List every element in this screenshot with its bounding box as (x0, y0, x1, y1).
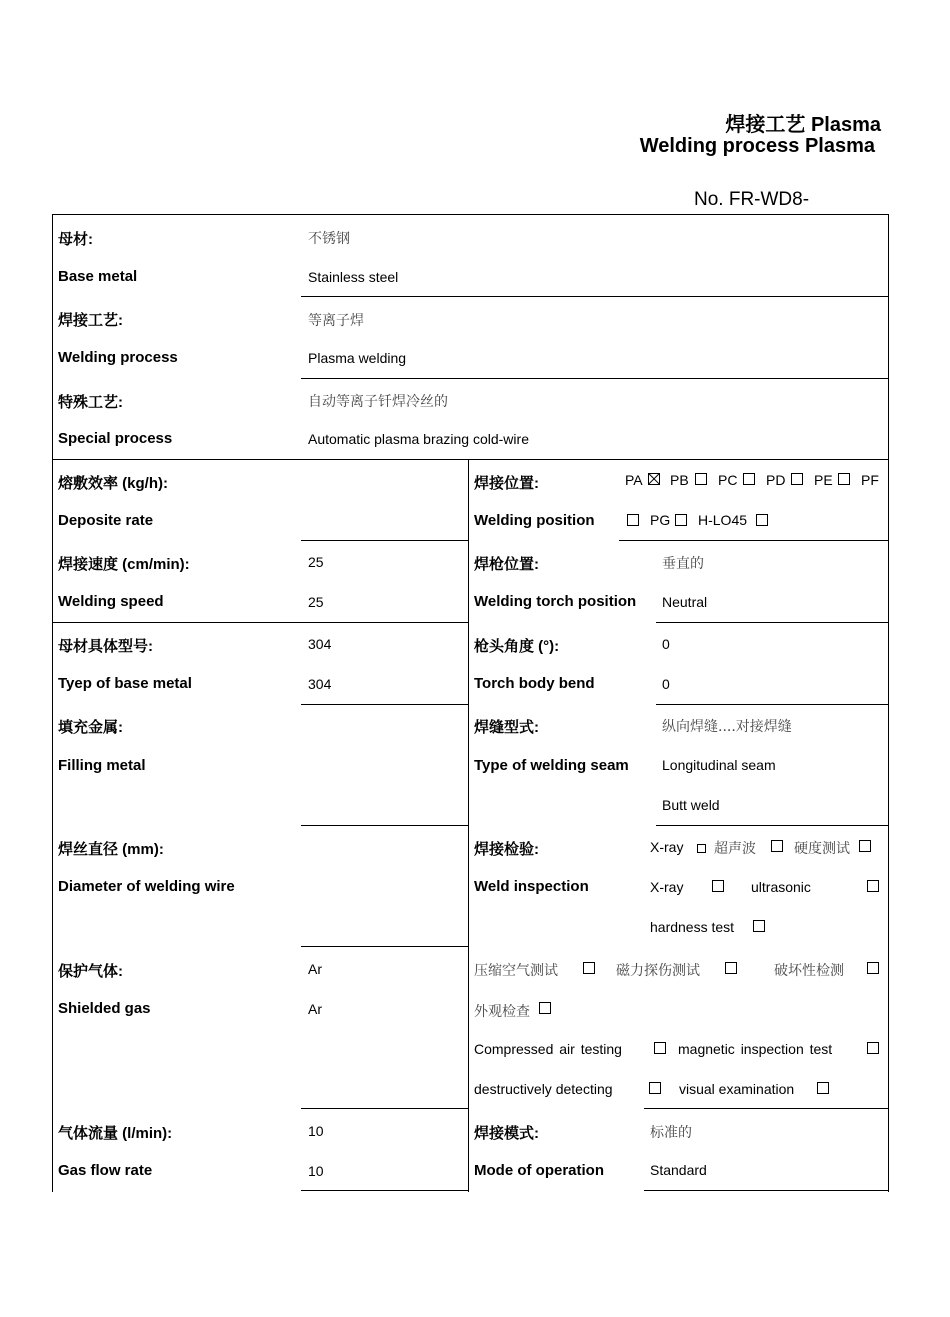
operation-mode-value-cn: 标准的 (650, 1125, 692, 1141)
position-option-pf: PF (861, 472, 879, 488)
seam-type-value-cn: 纵向焊缝....对接焊缝 (662, 719, 792, 735)
deposite-rate-label-cn: 熔敷效率 (kg/h): (58, 475, 168, 492)
inspection-xray-checkbox[interactable] (697, 844, 706, 853)
inspection-ultrasonic-cn-checkbox[interactable] (771, 840, 783, 852)
inspection-air-cn-checkbox[interactable] (583, 962, 595, 974)
inspection-air-cn-label: 压缩空气测试 (474, 963, 558, 979)
welding-process-label-cn: 焊接工艺: (58, 312, 123, 329)
position-option-h-lo45: H-LO45 (698, 512, 748, 528)
special-process-label-cn: 特殊工艺: (58, 394, 123, 411)
shielded-gas-value-1: Ar (308, 961, 322, 977)
weld-inspection-label-en: Weld inspection (474, 878, 589, 895)
welding-process-label-en: Welding process (58, 349, 178, 366)
inspection-visual-cn-checkbox[interactable] (539, 1002, 551, 1014)
operation-mode-label-en: Mode of operation (474, 1162, 604, 1179)
torch-position-label-cn: 焊枪位置: (474, 556, 539, 573)
base-metal-type-label-en: Tyep of base metal (58, 675, 192, 692)
inspection-magnetic-label: magnetic inspection test (678, 1041, 833, 1057)
torch-bend-value-1: 0 (662, 636, 670, 652)
seam-type-value-en-2: Butt weld (662, 797, 720, 813)
gas-flow-label-en: Gas flow rate (58, 1162, 153, 1179)
special-process-value-en: Automatic plasma brazing cold-wire (308, 431, 529, 447)
base-metal-type-value-1: 304 (308, 636, 332, 652)
position-checkbox-h-lo45[interactable] (756, 514, 768, 526)
position-checkbox-pb[interactable] (695, 473, 707, 485)
filling-metal-label-en: Filling metal (58, 757, 146, 774)
welding-position-label-cn: 焊接位置: (474, 475, 539, 492)
filling-metal-label-cn: 填充金属: (58, 719, 123, 736)
welding-speed-value-2: 25 (308, 594, 324, 610)
base-metal-type-label-cn: 母材具体型号: (58, 638, 153, 655)
inspection-hardness-cn-checkbox[interactable] (859, 840, 871, 852)
base-metal-type-value-2: 304 (308, 676, 332, 692)
inspection-xray-en-checkbox[interactable] (712, 880, 724, 892)
welding-process-value-cn: 等离子焊 (308, 313, 364, 329)
position-checkbox-pa[interactable] (648, 473, 660, 485)
inspection-destructive-checkbox[interactable] (649, 1082, 661, 1094)
torch-bend-value-2: 0 (662, 676, 670, 692)
inspection-hardness-checkbox[interactable] (753, 920, 765, 932)
shielded-gas-label-cn: 保护气体: (58, 963, 123, 980)
inspection-magnetic-cn-checkbox[interactable] (725, 962, 737, 974)
position-checkbox-pf[interactable] (627, 514, 639, 526)
doc-number: No. FR-WD8- (694, 189, 810, 210)
base-metal-value-cn: 不锈钢 (308, 231, 350, 247)
position-checkbox-pd[interactable] (791, 473, 803, 485)
inspection-destructive-cn-label: 破坏性检测 (774, 963, 844, 979)
special-process-value-cn: 自动等离子钎焊冷丝的 (308, 394, 448, 410)
inspection-air-label: Compressed air testing (474, 1041, 622, 1057)
position-checkbox-pg[interactable] (675, 514, 687, 526)
weld-inspection-label-cn: 焊接检验: (474, 841, 539, 858)
position-option-pg: PG (650, 512, 671, 528)
position-checkbox-pe[interactable] (838, 473, 850, 485)
torch-bend-label-cn: 枪头角度 (°): (474, 638, 560, 655)
inspection-destructive-cn-checkbox[interactable] (867, 962, 879, 974)
base-metal-label-en: Base metal (58, 268, 138, 285)
position-option-pd: PD (766, 472, 786, 488)
deposite-rate-label-en: Deposite rate (58, 512, 154, 529)
shielded-gas-label-en: Shielded gas (58, 1000, 151, 1017)
gas-flow-value-2: 10 (308, 1163, 324, 1179)
inspection-ultrasonic-label: ultrasonic (751, 879, 811, 895)
special-process-label-en: Special process (58, 430, 173, 447)
welding-position-label-en: Welding position (474, 512, 595, 529)
inspection-ultrasonic-checkbox[interactable] (867, 880, 879, 892)
inspection-magnetic-checkbox[interactable] (867, 1042, 879, 1054)
inspection-destructive-label: destructively detecting (474, 1081, 613, 1097)
title-en: Welding process Plasma (639, 135, 875, 157)
torch-position-label-en: Welding torch position (474, 593, 637, 610)
inspection-ultrasonic-cn-label: 超声波 (714, 841, 756, 857)
seam-type-label-en: Type of welding seam (474, 757, 629, 774)
operation-mode-label-cn: 焊接模式: (474, 1125, 539, 1142)
torch-bend-label-en: Torch body bend (474, 675, 595, 692)
position-option-pe: PE (814, 472, 833, 488)
inspection-visual-cn-label: 外观检查 (474, 1004, 530, 1020)
torch-position-value-cn: 垂直的 (662, 556, 704, 572)
position-option-pb: PB (670, 472, 689, 488)
position-option-pc: PC (718, 472, 738, 488)
inspection-visual-checkbox[interactable] (817, 1082, 829, 1094)
inspection-xray-label: X-ray (650, 839, 684, 855)
inspection-hardness-cn-label: 硬度测试 (794, 841, 850, 857)
inspection-air-checkbox[interactable] (654, 1042, 666, 1054)
wire-diameter-label-en: Diameter of welding wire (58, 878, 235, 895)
welding-speed-value-1: 25 (308, 554, 324, 570)
wire-diameter-label-cn: 焊丝直径 (mm): (58, 841, 164, 858)
inspection-xray-en-label: X-ray (650, 879, 684, 895)
gas-flow-value-1: 10 (308, 1123, 324, 1139)
welding-speed-label-en: Welding speed (58, 593, 164, 610)
title-cn: 焊接工艺 Plasma (725, 114, 881, 136)
shielded-gas-value-2: Ar (308, 1001, 322, 1017)
torch-position-value-en: Neutral (662, 594, 708, 610)
welding-process-value-en: Plasma welding (308, 350, 407, 366)
gas-flow-label-cn: 气体流量 (l/min): (58, 1125, 173, 1142)
inspection-magnetic-cn-label: 磁力探伤测试 (616, 963, 700, 979)
inspection-visual-label: visual examination (679, 1081, 795, 1097)
seam-type-value-en-1: Longitudinal seam (662, 757, 776, 773)
position-option-pa: PA (625, 472, 643, 488)
base-metal-label-cn: 母材: (58, 231, 93, 248)
operation-mode-value-en: Standard (650, 1162, 707, 1178)
welding-speed-label-cn: 焊接速度 (cm/min): (58, 556, 190, 573)
seam-type-label-cn: 焊缝型式: (474, 719, 539, 736)
base-metal-value-en: Stainless steel (308, 269, 399, 285)
inspection-hardness-label: hardness test (650, 919, 735, 935)
position-checkbox-pc[interactable] (743, 473, 755, 485)
